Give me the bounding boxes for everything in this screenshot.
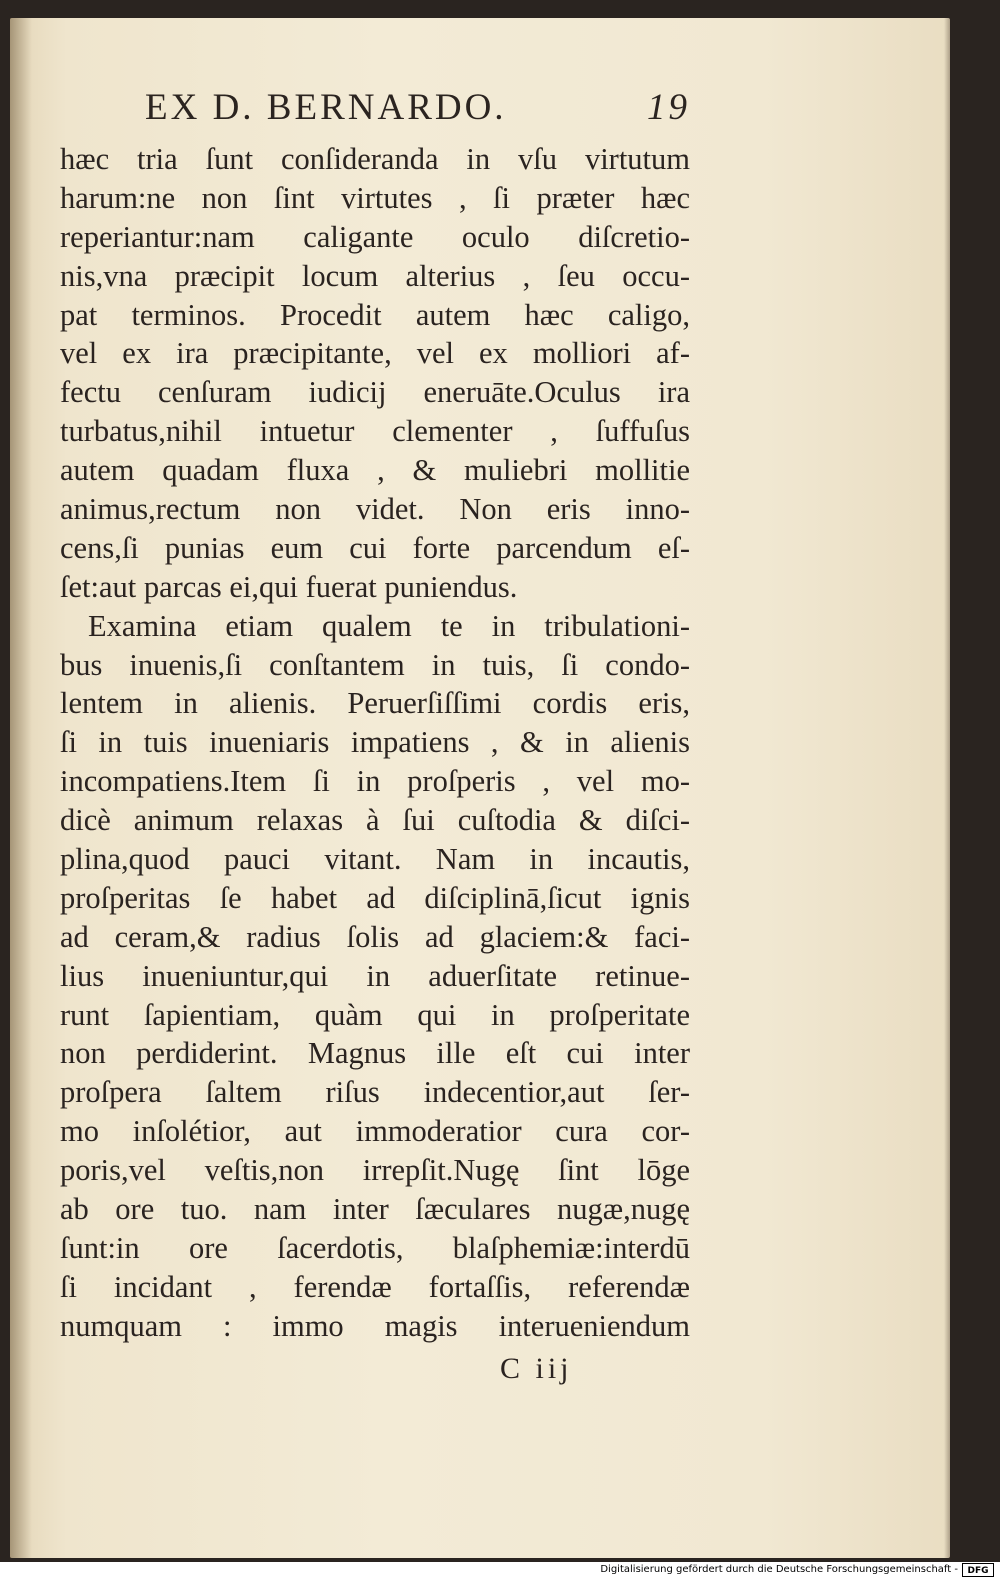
text-line: turbatus,nihil intuetur clementer , ſuffuſus (60, 414, 690, 449)
text-line: lentem in alienis. Peruerſiſſimi cordis eris, (60, 686, 690, 721)
page-number: 19 (647, 87, 690, 128)
text-line: ſunt:in ore ſacerdotis, blaſphemiæ:interdū (60, 1230, 690, 1265)
spine-shadow (10, 18, 32, 1558)
text-line: vel ex ira præcipitante, vel ex molliori af- (60, 336, 690, 371)
text-line: plina,quod pauci vitant. Nam in incautis, (60, 842, 690, 877)
text-line: ad ceram,& radius ſolis ad glaciem:& faci- (60, 919, 690, 954)
dfg-logo: DFG (962, 1563, 994, 1577)
funding-credit: Digitalisierung gefördert durch die Deutsche Forschungsgemeinschaft - (600, 1564, 958, 1575)
text-line: runt ſapientiam, quàm qui in proſperitate (60, 997, 690, 1032)
text-line: lius inueniuntur,qui in aduerſitate retinue- (60, 958, 690, 993)
text-line: incompatiens.Item ſi in proſperis , vel mo- (60, 764, 690, 799)
text-line: proſperitas ſe habet ad diſciplinā,ſicut ignis (60, 880, 690, 915)
text-line: bus inuenis,ſi conſtantem in tuis, ſi condo- (60, 647, 690, 682)
text-line: ſet:aut parcas ei,qui fuerat puniendus. (60, 569, 518, 604)
text-line: harum:ne non ſint virtutes , ſi præter hæc (60, 180, 690, 215)
page-edge (944, 18, 950, 1558)
text-line: proſpera ſaltem riſus indecentior,aut ſer- (60, 1075, 690, 1110)
text-line: nis,vna præcipit locum alterius , ſeu occu- (60, 258, 690, 293)
text-line: hæc tria ſunt conſideranda in vſu virtutum (60, 142, 690, 176)
text-line: dicè animum relaxas à ſui cuſtodia & diſci- (60, 803, 690, 838)
text-line: cens,ſi punias eum cui forte parcendum eſ- (60, 530, 690, 565)
text-line: animus,rectum non videt. Non eris inno- (60, 492, 690, 527)
running-head (145, 86, 690, 136)
text-line: fectu cenſuram iudicij eneruāte.Oculus ira (60, 375, 690, 410)
text-line: ſi incidant , ferendæ fortaſſis, referendæ (60, 1269, 690, 1304)
text-line: numquam : immo magis interueniendum (60, 1308, 690, 1343)
text-line: pat terminos. Procedit autem hæc caligo, (60, 297, 690, 332)
text-line: poris,vel veſtis,non irrepſit.Nugę ſint lōge (60, 1153, 690, 1188)
body-text (60, 140, 690, 1346)
text-line: ab ore tuo. nam inter ſæculares nugæ,nugę (60, 1192, 690, 1227)
paragraph-start-line: Examina etiam qualem te in tribulationi- (88, 608, 690, 643)
text-line: non perdiderint. Magnus ille eſt cui inter (60, 1036, 690, 1071)
text-line: reperiantur:nam caligante oculo diſcretio- (60, 219, 690, 254)
signature-mark: C iij (500, 1352, 573, 1385)
text-line: mo inſolétior, aut immoderatior cura cor- (60, 1114, 690, 1149)
running-head-title: EX D. BERNARDO. (145, 87, 507, 128)
text-line: autem quadam fluxa , & muliebri mollitie (60, 453, 690, 488)
text-line: ſi in tuis inueniaris impatiens , & in alienis (60, 725, 690, 760)
